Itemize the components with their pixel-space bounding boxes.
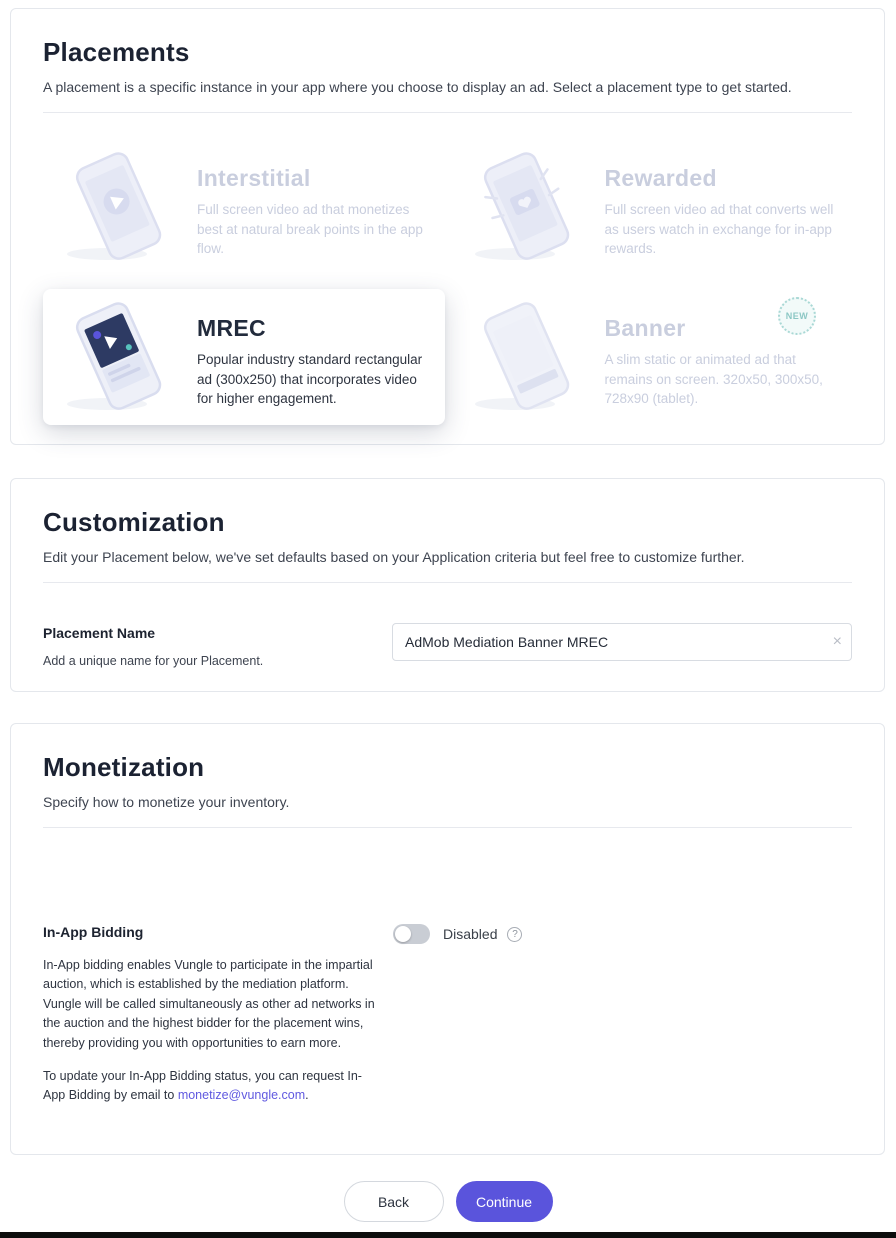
divider — [43, 582, 852, 583]
divider — [43, 827, 852, 828]
placement-name-row — [43, 623, 852, 668]
interstitial-phone-icon — [55, 151, 183, 263]
in-app-bidding-info — [43, 924, 393, 1106]
in-app-bidding-toggle[interactable] — [393, 924, 430, 944]
in-app-bidding-row — [43, 924, 852, 1106]
placement-type-rewarded[interactable] — [451, 139, 853, 275]
customization-title: Customization — [43, 507, 225, 537]
mrec-name: MREC — [197, 315, 266, 341]
mrec-description: Popular industry standard rectangular ad (300x250) that incorporates video for higher engagement. — [197, 352, 423, 407]
in-app-bidding-description: In-App bidding enables Vungle to participate in the impartial auction, which is established by the mediation platform. Vungle will be called simultaneously as other ad networks in the auction and the highest bidder for the placement wins, thereby providing you with opportunities to earn more. — [43, 958, 375, 1050]
interstitial-text — [197, 151, 433, 259]
banner-description: A slim static or animated ad that remains on screen. 320x50, 300x50, 728x90 (tablet). — [604, 352, 823, 407]
placement-name-input[interactable] — [392, 623, 852, 661]
rewarded-text — [605, 151, 841, 259]
placements-title: Placements — [43, 37, 190, 67]
in-app-bidding-note — [43, 1067, 383, 1106]
rewarded-name: Rewarded — [604, 165, 717, 191]
interstitial-description: Full screen video ad that monetizes best at natural break points in the app flow. — [197, 202, 423, 257]
placement-name-labels — [43, 623, 392, 668]
customization-subtitle: Edit your Placement below, we've set defaults based on your Application criteria but feel free to customize further. — [43, 549, 745, 565]
placement-type-grid — [43, 139, 852, 425]
toggle-knob — [395, 926, 411, 942]
clear-input-icon[interactable]: × — [832, 633, 842, 650]
continue-button[interactable]: Continue — [456, 1181, 553, 1222]
rewarded-phone-icon — [463, 151, 591, 263]
in-app-bidding-status: Disabled — [443, 926, 498, 942]
bottom-bar — [0, 1232, 896, 1238]
placements-subtitle: A placement is a specific instance in your app where you choose to display an ad. Select a placement type to get started. — [43, 79, 792, 95]
interstitial-name: Interstitial — [197, 165, 311, 191]
new-badge: NEW — [778, 297, 816, 335]
note-prefix: To update your In-App Bidding status, you can request In-App Bidding by email to — [43, 1068, 362, 1103]
note-suffix: . — [305, 1088, 309, 1103]
footer-actions — [0, 1181, 896, 1222]
banner-phone-icon — [463, 301, 591, 413]
monetization-title: Monetization — [43, 752, 205, 782]
placement-name-label: Placement Name — [43, 625, 156, 641]
rewarded-description: Full screen video ad that converts well as users watch in exchange for in-app rewards. — [604, 202, 834, 257]
monetization-card — [10, 723, 885, 1155]
in-app-bidding-control — [393, 924, 522, 944]
divider — [43, 112, 852, 113]
placement-name-input-wrap — [392, 623, 852, 661]
customization-card — [10, 478, 885, 692]
in-app-bidding-label: In-App Bidding — [43, 924, 144, 940]
mrec-phone-icon — [55, 301, 183, 413]
banner-name: Banner — [604, 315, 686, 341]
placement-name-helper: Add a unique name for your Placement. — [43, 654, 264, 668]
help-icon[interactable]: ? — [507, 927, 522, 942]
placements-card — [10, 8, 885, 445]
placement-type-mrec[interactable] — [43, 289, 445, 425]
monetization-subtitle: Specify how to monetize your inventory. — [43, 794, 290, 810]
placement-type-interstitial[interactable] — [43, 139, 445, 275]
monetize-email-link[interactable]: monetize@vungle.com — [177, 1088, 306, 1103]
placement-type-banner[interactable] — [451, 289, 853, 425]
mrec-text — [197, 301, 433, 409]
back-button[interactable]: Back — [344, 1181, 444, 1222]
